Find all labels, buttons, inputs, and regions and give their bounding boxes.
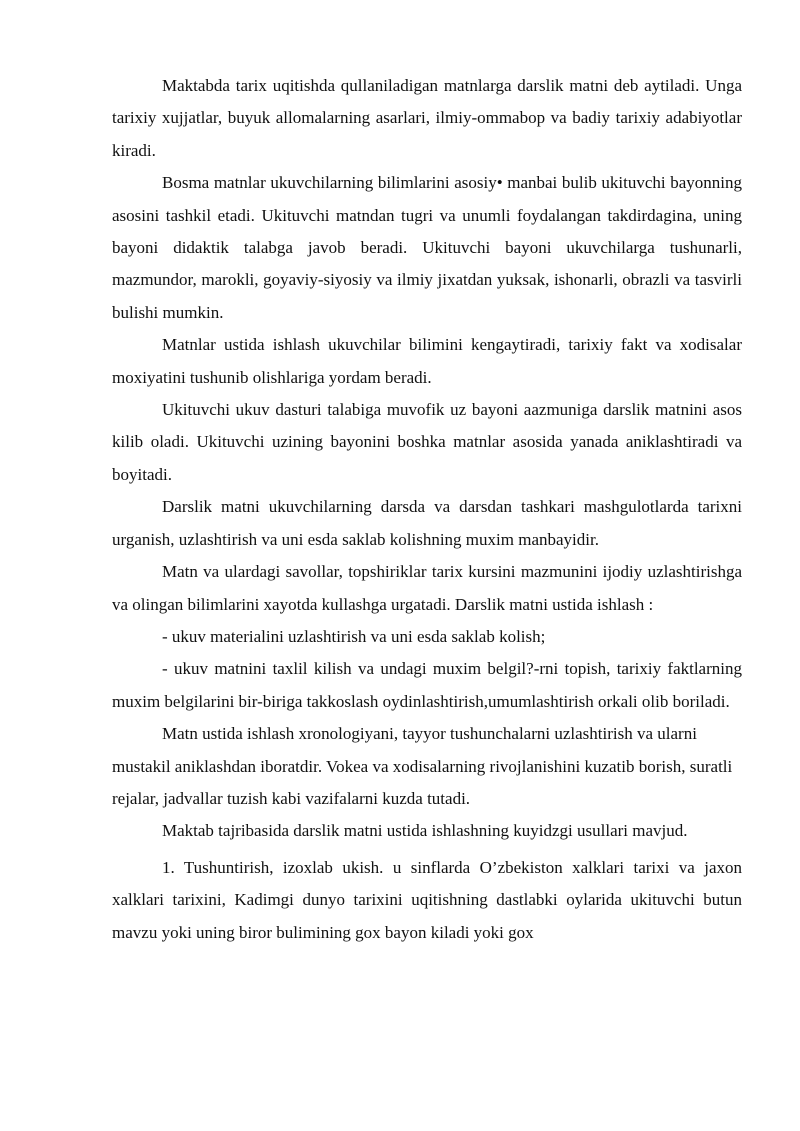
paragraph: Matn va ulardagi savollar, topshiriklar tarix kursini mazmunini ijodiy uzlashtirishga va olingan bilimlarini xayotda kullashga urgatadi. Darslik matni ustida ishlash : — [112, 562, 742, 614]
paragraph: Darslik matni ukuvchilarning darsda va darsdan tashkari mashgulotlarda tarixni urganish, uzlashtirish va uni esda saklab kolishning muxim manbayidir. — [112, 497, 742, 549]
list-item: - ukuv matnini taxlil kilish va undagi muxim belgil?-rni topish, tarixiy faktlarning muxim belgilarini bir-biriga takkoslash oydinlashtirish,umumlashtirish orkali olib boriladi. — [112, 659, 742, 711]
paragraph: Ukituvchi ukuv dasturi talabiga muvofik uz bayoni aazmuniga darslik matnini asos kilib oladi. Ukituvchi uzining bayonini boshka matnlar asosida yanada aniklashtiradi va boyitadi. — [112, 400, 742, 484]
paragraph: Matn ustida ishlash xronologiyani, tayyor tushunchalarni uzlashtirish va ularni mustakil aniklashdan iboratdir. Vokea va xodisalarning rivojlanishini kuzatib borish, suratli rejalar, jadvallar tuzish kabi vazifalarni kuzda tutadi. — [112, 724, 733, 808]
numbered-paragraph: 1. Tushuntirish, izoxlab ukish. u sinflarda O’zbekiston xalklari tarixi va jaxon xalklari tarixini, Kadimgi dunyo tarixini uqitishning dastlabki oylarida ukituvchi butun mavzu yoki uning biror bulimining gox bayon kiladi yoki gox — [112, 857, 742, 942]
paragraph: Maktabda tarix uqitishda qullaniladigan matnlarga darslik matni deb aytiladi. Unga tarixiy xujjatlar, buyuk allomalarning asarlari, ilmiy-ommabop va badiy tarixiy adabiyotlar kiradi. — [112, 76, 742, 160]
body-text — [112, 70, 742, 949]
paragraph: Bosma matnlar ukuvchilarning bilimlarini asosiy• manbai bulib ukituvchi bayonning asosini tashkil etadi. Ukituvchi matndan tugri va unumli foydalangan takdirdagina, uning bayoni didaktik talabga javob beradi. Ukituvchi bayoni ukuvchilarga tushunarli, mazmundor, marokli, goyaviy-siyosiy va ilmiy jixatdan yuksak, ishonarli, obrazli va tasvirli bulishi mumkin. — [112, 173, 742, 322]
paragraph: Matnlar ustida ishlash ukuvchilar bilimini kengaytiradi, tarixiy fakt va xodisalar moxiyatini tushunib olishlariga yordam beradi. — [112, 335, 742, 387]
list-item: - ukuv materialini uzlashtirish va uni esda saklab kolish; — [162, 626, 546, 646]
paragraph: Maktab tajribasida darslik matni ustida ishlashning kuyidzgi usullari mavjud. — [162, 821, 688, 841]
